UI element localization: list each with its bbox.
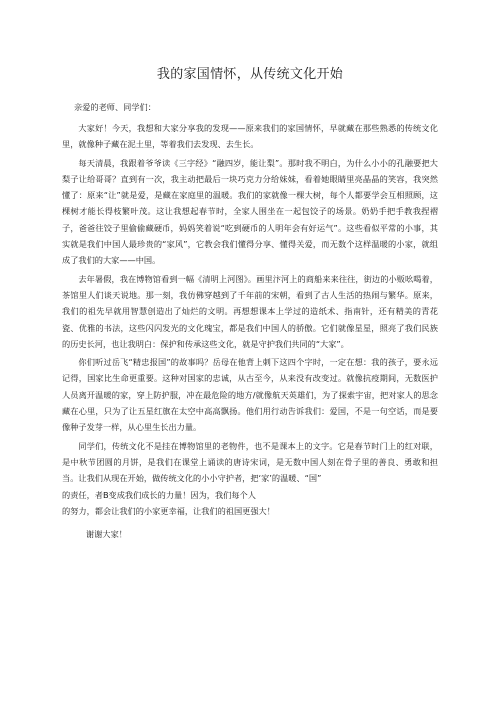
page-title: 我的家国情怀，从传统文化开始: [156, 67, 344, 82]
salutation: 亲爱的老师、同学们：: [74, 102, 156, 112]
paragraph-museum: 去年暑假，我在博物馆看到一幅《清明上河图》。画里汴河上的商船来来往往，街边的小贩吆喝着，茶馆里人们谈天说地。那一刻，我仿佛穿越到了千年前的宋朝，看到了古人生活的热闹与繁华。原来，我们的祖先早就用智慧创造出了灿烂的文明。再想想课本上学过的造纸术、指南针，还有精美的青花瓷、优雅的书法，这些闪闪发光的文化瑰宝，都是我们中国人的骄傲。它们就像星星，照亮了我们民族的历史长河，也让我明白：保护和传承这些文化，就是守护我们共同的“大家”。: [62, 273, 438, 349]
closing-line-1: 的责任，者B变成我们成长的力量！因为，我们每个人: [62, 489, 256, 500]
paragraph-conclusion: 同学们，传统文化不是挂在博物馆里的老物件，也不是课本上的文字。它是春节时门上的红对联，是中秋节团圆的月饼，是我们在课堂上诵读的唐诗宋词，是无数中国人刻在骨子里的善良、勇敢和担当。让我们从现在开始，做传统文化的小小守护者，把‘家’的温暖、“国”: [62, 440, 438, 484]
closing-line-2: 的努力，都会让我们的小家更幸福，让我们的祖国更强大！: [62, 505, 275, 516]
paragraph-patriotism: 你们听过岳飞“精忠报国”的故事吗？岳母在他背上刺下这四个字时，一定在想：我的孩子，要永远记得，国家比生命更重要。这种对国家的忠诚，从古至今，从来没有改变过。就像抗疫期间，无数医护人员离开温暖的家，穿上防护服，冲在最危险的地方/就像航天英雄们，为了探索宇宙，把对家人的思念藏在心里，只为了让五星红旗在太空中高高飘扬。他们用行动告诉我们：爱国，不是一句空话，而是要像种子发芽一样，从心里生长出力量。: [62, 357, 438, 433]
paragraph-greeting: 大家好！今天，我想和大家分享我的发现——原来我们的家国情怀，早就藏在那些熟悉的传统文化里，就像种子藏在泥土里，等着我们去发现、去生长。: [62, 123, 438, 150]
document-page: [62, 66, 438, 541]
paragraph-family: 每天清晨，我跟着爷爷读《三字经》“融四岁，能让梨”。那时我不明白，为什么小小的孔融要把大梨子让给哥哥？直到有一次，我主动把最后一块巧克力分给妹妹，看着她眼睛里亮晶晶的笑容，我突然懂了：原来“让”就是爱，是藏在家庭里的温暖。我们的家就像一棵大树，每个人都要学会互相照顾，这棵树才能长得枝繁叶茂。这让我想起春节时，全家人围坐在一起包饺子的场景。奶奶手把手教我捏褶子，爸爸往饺子里偷偷藏硬币，妈妈笑着说“吃到硬币的人明年会有好运气”。这些看似平常的小事，其实就是我们中国人最珍贵的“家风”，它教会我们懂得分享、懂得关爱，而无数个这样温暖的小家，就组成了我们的大家——中国。: [62, 157, 438, 266]
closing-thanks: 谢谢大家！: [86, 529, 127, 540]
